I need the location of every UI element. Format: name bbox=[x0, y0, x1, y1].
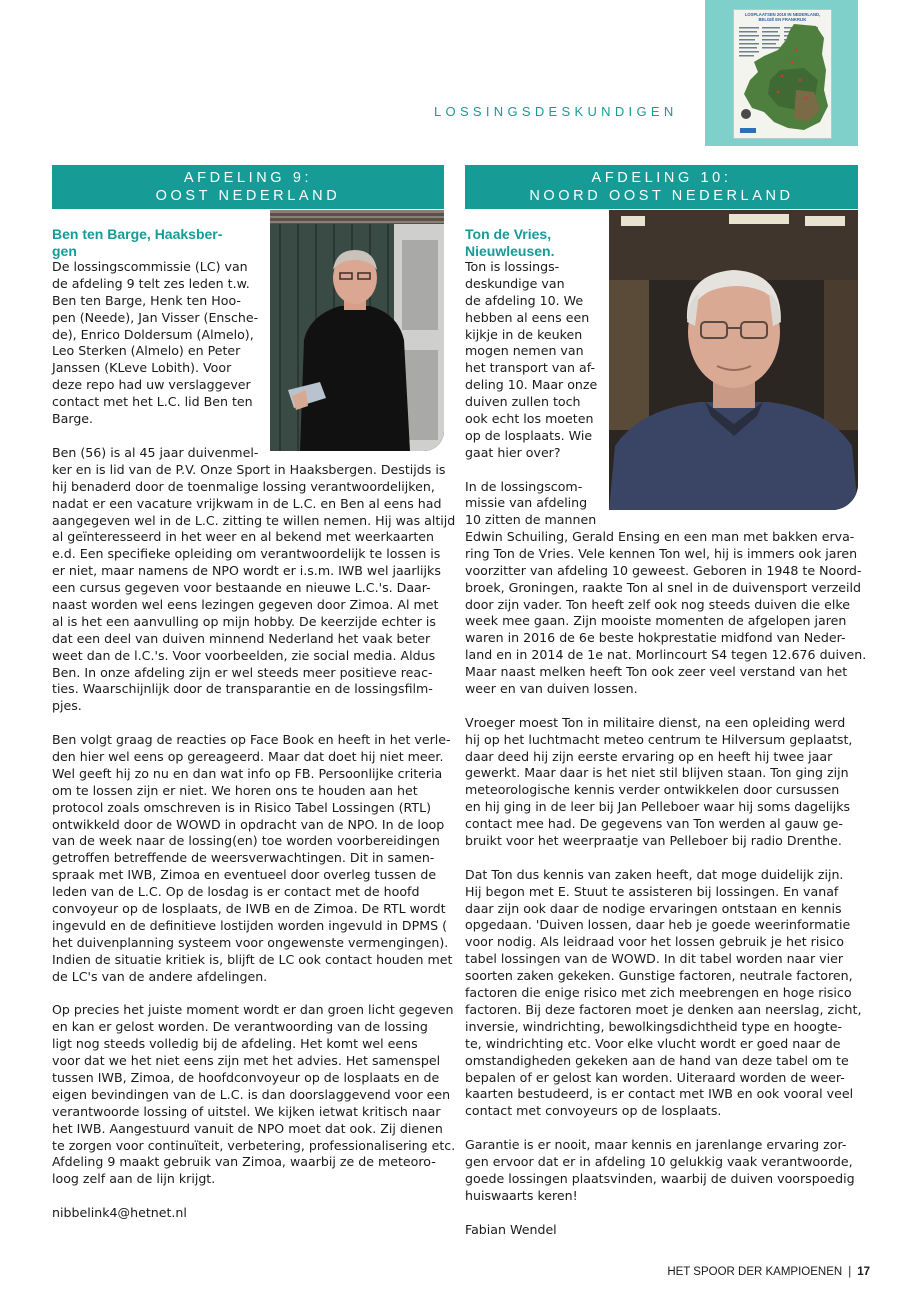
photo-ben-ten-barge bbox=[270, 210, 444, 451]
text-line: pjes. bbox=[52, 698, 82, 714]
header-line-2: OOST NEDERLAND bbox=[155, 187, 341, 204]
section-title: LOSSINGSDESKUNDIGEN bbox=[434, 104, 678, 119]
text-line: contact mee had. De gegevens van Ton werden al gauw ge- bbox=[465, 816, 843, 832]
text-line: Hij begon met E. Stuut te assisteren bij lossingen. En vanaf bbox=[465, 883, 839, 899]
text-line: Vroeger moest Ton in militaire dienst, na een opleiding werd bbox=[465, 714, 846, 730]
text-line: deskundige van bbox=[465, 275, 565, 291]
text-line: getroffen betreffende de weersverwachtingen. Dit in samen- bbox=[52, 850, 435, 866]
text-line: waren in 2016 de 6e beste hokprestatie midfond van Neder- bbox=[465, 630, 846, 646]
text-line: duiven zullen toch bbox=[465, 394, 581, 410]
text-line: het duivenplanning systeem voor ongewenste vermengingen). bbox=[52, 934, 449, 950]
header-line-1: AFDELING 10: bbox=[591, 170, 732, 186]
text-line: te zorgen voor continuïteit, verbetering, professionalisering etc. bbox=[52, 1137, 456, 1153]
name-ben-ten-barge bbox=[52, 226, 222, 259]
text-line: convoyeur op de losplaats, de IWB en de Zimoa. De RTL wordt bbox=[52, 901, 446, 917]
text-line: Indien de situatie kritiek is, blijft de LC ook contact houden met bbox=[52, 951, 453, 967]
magazine-title: HET SPOOR DER KAMPIOENEN bbox=[667, 1266, 843, 1278]
intro-text-right bbox=[465, 259, 597, 529]
name-ton-de-vries bbox=[465, 226, 554, 259]
text-line: week mee gaan. Zijn mooiste momenten de afgelopen jaren bbox=[465, 613, 847, 629]
name-line: Ben ten Barge, Haaksber- bbox=[52, 226, 223, 242]
text-line: In de lossingscom- bbox=[465, 478, 583, 494]
text-line: Ben. In onze afdeling zijn er wel steeds meer positieve reac- bbox=[52, 664, 433, 680]
name-line: gen bbox=[52, 242, 77, 259]
text-line: ker en is lid van de P.V. Onze Sport in Haaksbergen. Destijds is bbox=[52, 461, 446, 477]
text-line: missie van afdeling bbox=[465, 495, 588, 511]
name-line: Nieuwleusen. bbox=[465, 242, 555, 259]
text-line: land en in 2014 de 1e nat. Morlincourt S4 tegen 12.676 duiven. bbox=[465, 647, 867, 663]
text-line: loog zelf aan de lijn krijgt. bbox=[52, 1171, 216, 1187]
text-line: Janssen (KLeve Lobith). Voor bbox=[52, 360, 232, 376]
body-text-right bbox=[465, 529, 866, 1238]
text-line: de), Enrico Doldersum (Almelo), bbox=[52, 326, 254, 342]
text-line: hij benaderd door de toenmalige lossing verantwoordelijken, bbox=[52, 478, 435, 494]
text-line: contact met het L.C. lid Ben ten bbox=[52, 394, 253, 410]
text-line: soorten zaken gekeken. Gunstige factoren, neutrale factoren, bbox=[465, 968, 853, 984]
text-line: eigen bevindingen van de L.C. is dan doorslaggevend voor een bbox=[52, 1086, 451, 1102]
text-line: om te lossen zijn er niet. We horen ons te houden aan het bbox=[52, 782, 418, 798]
header-line-2: NOORD OOST NEDERLAND bbox=[529, 187, 794, 204]
text-line: huiswaarts keren! bbox=[465, 1187, 578, 1203]
text-line: e.d. Een specifieke opleiding om verantwoordelijk te lossen is bbox=[52, 546, 441, 562]
intro-text-left bbox=[52, 259, 258, 428]
text-line: omstandigheden gekeken aan de hand van deze tabel om te bbox=[465, 1052, 849, 1068]
text-line: mogen nemen van bbox=[465, 343, 584, 359]
text-line: het transport van af- bbox=[465, 360, 596, 376]
map-poster bbox=[733, 9, 832, 139]
text-line: pen (Neede), Jan Visser (Ensche- bbox=[52, 309, 259, 325]
text-line: kaarten bestudeerd, is er contact met IWB en ook vooral veel bbox=[465, 1086, 854, 1102]
text-line: bruikt voor het weerpraatje van Pelleboer bij radio Drenthe. bbox=[465, 833, 842, 849]
author-email: nibbelink4@hetnet.nl bbox=[52, 1205, 187, 1221]
text-line: al geïnteresseerd in het weer en al bekend met weerkaarten bbox=[52, 529, 435, 545]
text-line: ring Ton de Vries. Vele kennen Ton wel, hij is immers ook jaren bbox=[465, 545, 858, 561]
text-line: factoren die enige risico met zich meebrengen en hoge risico bbox=[465, 985, 852, 1001]
text-line: kijkje in de keuken bbox=[465, 326, 583, 342]
text-line: het IWB. Aangestuurd vanuit de NPO moet dat ook. Zij dienen bbox=[52, 1120, 443, 1136]
text-line: gaat hier over? bbox=[465, 444, 561, 460]
text-line: gewerkt. Maar daar is het niet stil blijven staan. Ton ging zijn bbox=[465, 765, 849, 781]
text-line: de LC's van de andere afdelingen. bbox=[52, 968, 268, 984]
text-line: naast worden wel eens lezingen gegeven door Zimoa. Al met bbox=[52, 597, 439, 613]
text-line: Edwin Schuiling, Gerald Ensing en een man met bakken erva- bbox=[465, 529, 855, 544]
text-line: verantwoorde lossing of uitstel. We kijken ietwat kritisch naar bbox=[52, 1103, 441, 1119]
text-line: dat een deel van duiven minnend Nederland het vaak beter bbox=[52, 630, 431, 646]
text-line: ties. Waarschijnlijk door de transparantie en de lossingsfilm- bbox=[52, 681, 433, 697]
map-thumbnail bbox=[705, 0, 858, 146]
text-line bbox=[465, 462, 597, 479]
text-line: op de losplaats. Wie bbox=[465, 427, 593, 443]
text-line: de afdeling 9 telt zes leden t.w. bbox=[52, 275, 250, 291]
text-line: hebben al eens een bbox=[465, 309, 590, 325]
page-footer bbox=[667, 1266, 870, 1278]
text-line: Garantie is er nooit, maar kennis en jarenlange ervaring zor- bbox=[465, 1137, 847, 1153]
text-line: daar deed hij zijn eerste ervaring op en heeft hij twee jaar bbox=[465, 748, 833, 764]
text-line: de afdeling 10. We bbox=[465, 292, 584, 308]
text-line: al is het een aanvulling op mijn hobby. De keerzijde echter is bbox=[52, 613, 436, 629]
text-line: gen ervoor dat er in afdeling 10 gelukkig vaak verantwoorde, bbox=[465, 1153, 853, 1169]
text-line: aangegeven wel in de L.C. zitting te willen nemen. Hij was altijd bbox=[52, 512, 456, 528]
text-line: leden van de L.C. Op de losdag is er contact met de hoofd bbox=[52, 884, 420, 900]
text-line: Leo Sterken (Almelo) en Peter bbox=[52, 343, 241, 359]
text-line: broek, Groningen, raakte Ton al snel in de duivensport verzeild bbox=[465, 579, 862, 595]
text-line: Afdeling 9 maakt gebruik van Zimoa, waarbij ze de meteoro- bbox=[52, 1154, 436, 1170]
body-text-left bbox=[52, 445, 455, 1222]
map-caption-line2: BELGIË EN FRANKRIJK bbox=[758, 17, 807, 22]
text-line: Ben volgt graag de reacties op Face Book en heeft in het verle- bbox=[52, 732, 451, 748]
text-line: van de week naar de lossing(en) toe worden voorbereidingen bbox=[52, 833, 440, 849]
text-line: De lossingscommissie (LC) van bbox=[52, 259, 248, 274]
text-line: voorzitter van afdeling 10 geweest. Geboren in 1948 te Noord- bbox=[465, 562, 862, 578]
map-caption-line1: LOSPLAATSEN 2019 IN NEDERLAND, bbox=[744, 12, 821, 17]
text-line: meteorologische kennis verder ontwikkelen door cursussen bbox=[465, 782, 840, 798]
map-image bbox=[734, 10, 831, 138]
text-line: contact met convoyeurs op de losplaats. bbox=[465, 1103, 722, 1119]
text-line: Barge. bbox=[52, 411, 94, 427]
text-line: weer en van duiven lossen. bbox=[465, 681, 638, 697]
section-header-afdeling-10 bbox=[465, 165, 858, 209]
text-line: tabel lossingen van de WOWD. In dit tabel worden naar vier bbox=[465, 951, 844, 967]
text-line: Op precies het juiste moment wordt er dan groen licht gegeven bbox=[52, 1002, 454, 1018]
text-line: ligt nog steeds volledig bij de afdeling. Het komt wel eens bbox=[52, 1036, 418, 1052]
text-line: inversie, windrichting, bewolkingsdichtheid type en hoogte- bbox=[465, 1018, 843, 1034]
text-line: Dat Ton dus kennis van zaken heeft, dat moge duidelijk zijn. bbox=[465, 866, 844, 882]
text-line: deling 10. Maar onze bbox=[465, 377, 598, 393]
text-line: spraak met IWB, Zimoa en eventueel door overleg tussen de bbox=[52, 867, 437, 883]
text-line: den hier wel eens op gereageerd. Maar dat doet hij niet meer. bbox=[52, 749, 444, 765]
text-line: ontwikkeld door de WOWD in opdracht van de NPO. In de loop bbox=[52, 816, 445, 832]
text-line: hij op het luchtmacht meteo centrum te Hilversum geplaatst, bbox=[465, 731, 853, 747]
section-header-afdeling-9 bbox=[52, 165, 444, 209]
author-name: Fabian Wendel bbox=[465, 1221, 557, 1237]
text-line: te, windrichting etc. Voor elke vlucht wordt er goed naar de bbox=[465, 1035, 841, 1051]
text-line: ook echt los moeten bbox=[465, 411, 594, 427]
text-line: en kan er gelost worden. De verantwoording van de lossing bbox=[52, 1019, 428, 1035]
name-line: Ton de Vries, bbox=[465, 226, 552, 242]
text-line: weet dan de l.C.'s. Voor voorbeelden, zie social media. Aldus bbox=[52, 647, 436, 663]
text-line: tussen IWB, Zimoa, de hoofdconvoyeur op de losplaats en de bbox=[52, 1069, 440, 1085]
text-line: nadat er een vacature vrijkwam in de L.C. en Ben al eens had bbox=[52, 495, 442, 511]
text-line: 10 zitten de mannen bbox=[465, 512, 597, 528]
text-line: door zijn vader. Ton heeft zelf ook nog steeds duiven die elke bbox=[465, 596, 850, 612]
text-line: Ben ten Barge, Henk ten Hoo- bbox=[52, 292, 241, 308]
page-number: 17 bbox=[857, 1266, 870, 1278]
text-line: ingevuld en de definitieve lostijden worden ingevuld in DPMS ( bbox=[52, 917, 447, 933]
text-line: een cursus gegeven voor bestaande en nieuwe L.C.'s. Daar- bbox=[52, 580, 431, 596]
text-line: daar zijn ook daar de nodige ervaringen ontstaan en kennis bbox=[465, 900, 842, 916]
photo-ton-de-vries bbox=[609, 210, 858, 510]
text-line: protocol zoals omschreven is in Risico Tabel Lossingen (RTL) bbox=[52, 799, 432, 815]
text-line: Wel geeft hij zo nu en dan wat info op FB. Persoonlijke criteria bbox=[52, 765, 443, 781]
text-line: goede lossingen plaatsvinden, waarbij de duiven voorspoedig bbox=[465, 1170, 855, 1186]
text-line: en hij ging in de leer bij Jan Pelleboer waar hij soms dagelijks bbox=[465, 799, 851, 815]
text-line: Maar naast melken heeft Ton ook zeer veel verstand van het bbox=[465, 664, 848, 680]
text-line: bepalen of er gelost kan worden. Uiteraard worden de weer- bbox=[465, 1069, 845, 1085]
text-line: Ben (56) is al 45 jaar duivenmel- bbox=[52, 445, 259, 460]
text-line: deze repo had uw verslaggever bbox=[52, 377, 251, 393]
text-line: voor nodig. Als leidraad voor het lossen gebruik je het risico bbox=[465, 934, 845, 950]
text-line: er niet, maar namens de NPO wordt er i.s.m. IWB wel jaarlijks bbox=[52, 563, 441, 579]
text-line: opgedaan. 'Duiven lossen, daar heb je goede weerinformatie bbox=[465, 917, 851, 933]
text-line: voor dat we het niet eens zijn met het advies. Het samenspel bbox=[52, 1053, 441, 1069]
text-line: factoren. Bij deze factoren moet je denken aan neerslag, zicht, bbox=[465, 1001, 862, 1017]
text-line: Ton is lossings- bbox=[465, 259, 560, 274]
header-line-1: AFDELING 9: bbox=[183, 170, 313, 186]
footer-separator: | bbox=[848, 1266, 852, 1278]
